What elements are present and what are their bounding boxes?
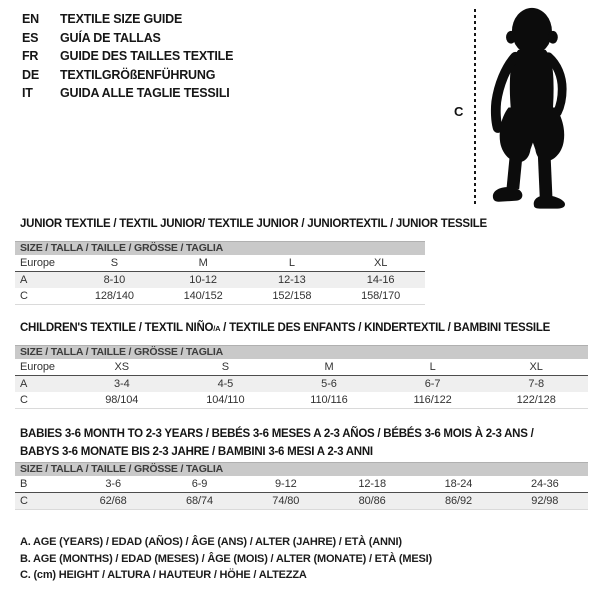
- value-cell: 6-7: [424, 378, 441, 390]
- height-measure-label: C: [454, 104, 464, 119]
- language-label: GUIDA ALLE TAGLIE TESSILI: [60, 86, 230, 101]
- section-title-subscript: /A: [213, 324, 221, 333]
- value-cell: 8-10: [103, 274, 126, 286]
- row-label-cell: C: [15, 493, 70, 510]
- value-cell: 128/140: [70, 288, 159, 305]
- value-cell: XL: [484, 359, 588, 376]
- row-label-cell: Europe: [15, 359, 70, 376]
- section-title-babies: [20, 425, 534, 461]
- value-cell: XS: [70, 359, 174, 376]
- value-cell: 62/68: [70, 493, 156, 510]
- language-label: TEXTILE SIZE GUIDE: [60, 12, 183, 26]
- language-code: DE: [22, 67, 39, 82]
- row-label-cell: A: [20, 274, 28, 286]
- value-cell: S: [70, 255, 159, 272]
- value-cell: 104/110: [174, 392, 278, 409]
- value-cell: L: [248, 255, 337, 272]
- value-cell: 12-18: [329, 476, 415, 493]
- table-row: [15, 272, 425, 289]
- value-cell: 110/116: [277, 392, 381, 409]
- value-cell: 158/170: [336, 288, 425, 305]
- language-code: ES: [22, 30, 39, 45]
- value-cell: L: [381, 359, 485, 376]
- baby-silhouette-icon: [480, 5, 578, 212]
- language-row: [22, 29, 233, 48]
- value-cell: 4-5: [217, 378, 234, 390]
- value-cell: 86/92: [415, 493, 501, 510]
- language-label: TEXTILGRÖßENFÜHRUNG: [60, 67, 216, 82]
- table-row: [15, 376, 588, 393]
- section-title-junior: JUNIOR TEXTILE / TEXTIL JUNIOR/ TEXTILE JUNIOR / JUNIORTEXTIL / JUNIOR TESSILE: [20, 218, 487, 230]
- language-row: [22, 84, 233, 103]
- table-row: [15, 288, 425, 305]
- row-label-cell: C: [15, 288, 70, 305]
- value-cell: 18-24: [415, 476, 501, 493]
- table-row: [15, 255, 425, 272]
- language-row: [22, 10, 233, 29]
- value-cell: 6-9: [156, 476, 242, 493]
- value-cell: 68/74: [156, 493, 242, 510]
- size-header-bar: SIZE / TALLA / TAILLE / GRÖSSE / TAGLIA: [15, 345, 588, 359]
- row-label-cell: Europe: [15, 255, 70, 272]
- footnote-age-years: A. AGE (YEARS) / EDAD (AÑOS) / ÂGE (ANS) / ALTER (JAHRE) / ETÀ (ANNI): [20, 536, 402, 548]
- value-cell: 14-16: [366, 274, 395, 286]
- size-header-bar: SIZE / TALLA / TAILLE / GRÖSSE / TAGLIA: [15, 241, 425, 255]
- table-row: [15, 359, 588, 376]
- footnote-height: C. (cm) HEIGHT / ALTURA / HAUTEUR / HÖHE / ALTEZZA: [20, 569, 307, 581]
- children-size-table: [15, 345, 588, 409]
- section-title-text: / TEXTILE DES ENFANTS / KINDERTEXTIL / BAMBINI TESSILE: [220, 322, 551, 334]
- value-cell: 92/98: [502, 493, 588, 510]
- value-cell: 140/152: [159, 288, 248, 305]
- value-cell: 116/122: [381, 392, 485, 409]
- section-title-line2: BABYS 3-6 MONATE BIS 2-3 JAHRE / BAMBINI 3-6 MESI A 2-3 ANNI: [20, 446, 373, 458]
- section-title-children: [20, 319, 550, 338]
- language-code: IT: [22, 86, 33, 101]
- table-row: [15, 476, 588, 493]
- section-title-text: CHILDREN'S TEXTILE / TEXTIL NIÑO: [20, 322, 214, 334]
- footnote-age-months: B. AGE (MONTHS) / EDAD (MESES) / ÂGE (MOIS) / ALTER (MONATE) / ETÀ (MESI): [20, 552, 432, 565]
- value-cell: 7-8: [528, 378, 544, 390]
- row-label-cell: A: [20, 378, 28, 390]
- value-cell: 122/128: [484, 392, 588, 409]
- value-cell: XL: [336, 255, 425, 272]
- language-row: [22, 66, 233, 85]
- babies-size-table: [15, 462, 588, 510]
- value-cell: M: [159, 255, 248, 272]
- language-row: [22, 47, 233, 66]
- value-cell: M: [277, 359, 381, 376]
- value-cell: 152/158: [248, 288, 337, 305]
- value-cell: 74/80: [243, 493, 329, 510]
- value-cell: 80/86: [329, 493, 415, 510]
- value-cell: 12-13: [278, 274, 306, 286]
- table-row: [15, 493, 588, 510]
- value-cell: 24-36: [502, 476, 588, 493]
- value-cell: S: [174, 359, 278, 376]
- language-label: GUIDE DES TAILLES TEXTILE: [60, 49, 234, 64]
- table-row: [15, 392, 588, 409]
- language-header: [22, 10, 233, 103]
- value-cell: 98/104: [70, 392, 174, 409]
- size-header-bar: SIZE / TALLA / TAILLE / GRÖSSE / TAGLIA: [15, 462, 588, 476]
- footnotes: [20, 534, 432, 584]
- row-label-cell: B: [15, 476, 70, 493]
- value-cell: 3-6: [70, 476, 156, 493]
- value-cell: 3-4: [113, 378, 130, 390]
- junior-size-table: [15, 241, 425, 305]
- value-cell: 5-6: [321, 378, 337, 390]
- language-code: EN: [22, 12, 39, 26]
- language-code: FR: [22, 49, 39, 64]
- value-cell: 9-12: [243, 476, 329, 493]
- height-dashed-line: [474, 9, 476, 205]
- language-label: GUÍA DE TALLAS: [60, 30, 161, 45]
- row-label-cell: C: [15, 392, 70, 409]
- value-cell: 10-12: [189, 274, 217, 286]
- section-title-line1: BABIES 3-6 MONTH TO 2-3 YEARS / BEBÉS 3-6 MESES A 2-3 AÑOS / BÉBÉS 3-6 MOIS À 2-3 ANS /: [20, 428, 534, 440]
